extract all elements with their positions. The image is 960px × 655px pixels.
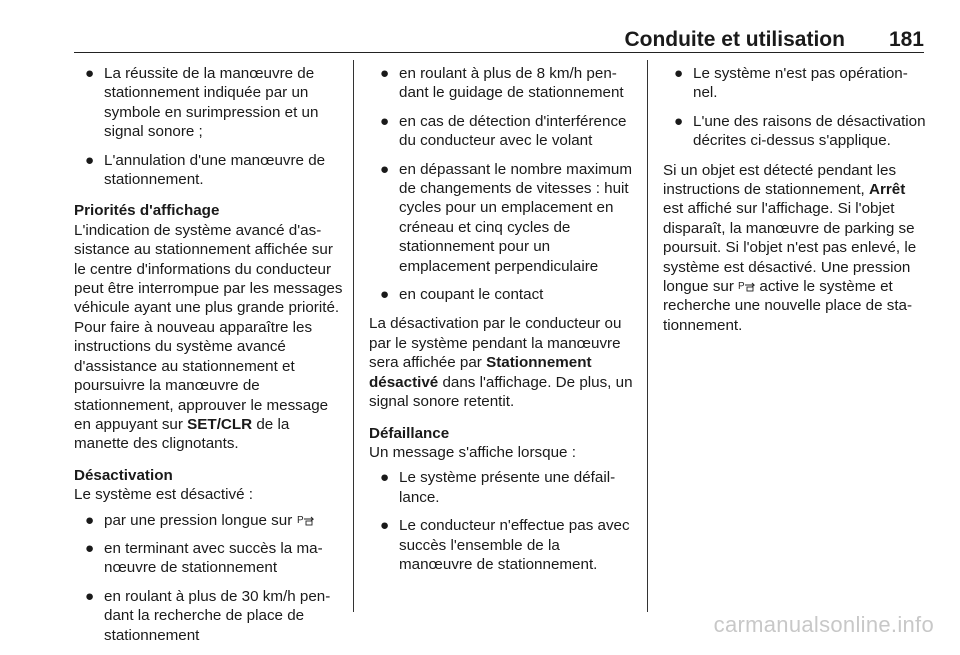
column-3 (663, 64, 927, 345)
list-item (74, 151, 344, 190)
list-item-text: L'une des raisons de désactivation décrites ci-dessus s'applique. (693, 112, 926, 150)
list-item (663, 64, 927, 103)
svg-text:P: P (296, 514, 304, 526)
bullet-icon: ● (380, 160, 390, 178)
bullet-icon: ● (380, 112, 390, 130)
bullet-icon: ● (380, 517, 390, 535)
list-item (74, 587, 344, 645)
bullet-icon: ● (85, 587, 95, 605)
paragraph: La désactivation par le conducteur ou par le système pendant la manœuvre sera affichée par Stationnement désactivé dans l'affichage. De plus, un signal sonore retentit. (369, 315, 633, 411)
paragraph: Le système est désactivé : (74, 486, 253, 504)
success-list (74, 64, 344, 189)
bullet-icon: ● (380, 65, 390, 82)
list-item (74, 539, 344, 578)
list-item-text: en roulant à plus de 8 km/h pendant le guidage de stationnement (399, 65, 624, 102)
bullet-icon: ● (85, 151, 95, 169)
bullet-icon: ● (380, 469, 390, 487)
svg-text:P: P (738, 281, 745, 293)
deactivation-list (74, 511, 344, 645)
page-number: 181 (888, 28, 924, 51)
park-assist-icon (738, 279, 755, 292)
list-item-text: Le système présente une défaillance. (399, 469, 616, 506)
bullet-icon: ● (85, 511, 95, 529)
list-item-text: en roulant à plus de 30 km/h pendant la recherche de place de stationnement (104, 587, 331, 644)
bullet-icon: ● (85, 65, 95, 82)
stop-label: Arrêt (869, 181, 906, 199)
list-item-text: Le conducteur n'effectue pas avec succès l'ensemble de la manœuvre de stationnement. (399, 517, 630, 573)
set-clr-label: SET/CLR (187, 415, 253, 433)
paragraph: Un message s'affiche lorsque : (369, 443, 576, 461)
bullet-icon: ● (674, 65, 684, 82)
bullet-icon: ● (85, 539, 95, 557)
list-item (369, 516, 635, 574)
list-item (663, 112, 927, 151)
section-heading: Priorités d'affichage (74, 202, 220, 220)
list-item-text: Le système n'est pas opérationnel. (693, 65, 908, 102)
list-item (369, 160, 635, 276)
page-header (74, 26, 924, 52)
list-item: ● par une pression longue sur P (74, 511, 344, 530)
list-item-text: La réussite de la manœuvre de stationnement indiquée par un symbole en surimpression et un signal sonore ; (104, 65, 319, 141)
list-item-text: en terminant avec succès la manœuvre de stationnement (104, 539, 323, 577)
list-item-text: L'annulation d'une manœuvre de stationnement. (104, 151, 326, 189)
deactivation-list-cont (369, 64, 635, 304)
list-item (74, 64, 344, 142)
list-item-text: en coupant le contact (399, 286, 544, 304)
list-item (369, 64, 635, 103)
column-divider (353, 60, 354, 612)
list-item (369, 468, 635, 507)
failure-list-cont (663, 64, 927, 151)
deactivation-section (74, 466, 344, 645)
header-rule (74, 52, 924, 53)
paragraph: L'indication de système avancé d'assistance au stationnement affichée sur le centre d'informations du conducteur peut être interrompue par les messages véhicule ayant une plus grande priorité. Pour faire à nouveau apparaître les instructions du système avancé d'assistance au stationnement et poursuivre la manœuvre de stationnement, approuver le message en appuyant sur SET/CLR de la manette des clignotants. (74, 221, 343, 453)
bullet-icon: ● (380, 286, 390, 304)
watermark: carmanualsonline.info (713, 612, 934, 637)
column-2 (369, 64, 635, 584)
section-heading: Défaillance (369, 424, 450, 442)
list-item (369, 285, 635, 304)
failure-section (369, 424, 635, 575)
section-heading: Désactivation (74, 466, 173, 484)
section-title: Conduite et utilisation (624, 28, 845, 51)
list-item-text: en cas de détection d'interférence du conducteur avec le volant (399, 112, 627, 150)
list-item-text: en dépassant le nombre maximum de changements de vitesses : huit cycles pour un emplacement en créneau et cinq cycles de stationnement pour un emplacement perpendiculaire (399, 160, 632, 275)
column-1 (74, 64, 344, 655)
priority-section (74, 201, 344, 453)
paragraph: Si un objet est détecté pendant les instructions de stationnement, Arrêt est affiché sur l'affichage. Si l'objet disparaît, la manœuvre de parking se poursuit. Si l'objet n'est pas enlevé, le système est désactivé. Une pression longue sur P active le système et recherche une nouvelle place de stationnement. (663, 161, 917, 334)
failure-list (369, 468, 635, 574)
list-item (369, 112, 635, 151)
bullet-icon: ● (674, 112, 684, 130)
parking-disabled-label: Stationnement désactivé (369, 354, 592, 391)
park-assist-icon (297, 513, 314, 526)
column-divider (647, 60, 648, 612)
